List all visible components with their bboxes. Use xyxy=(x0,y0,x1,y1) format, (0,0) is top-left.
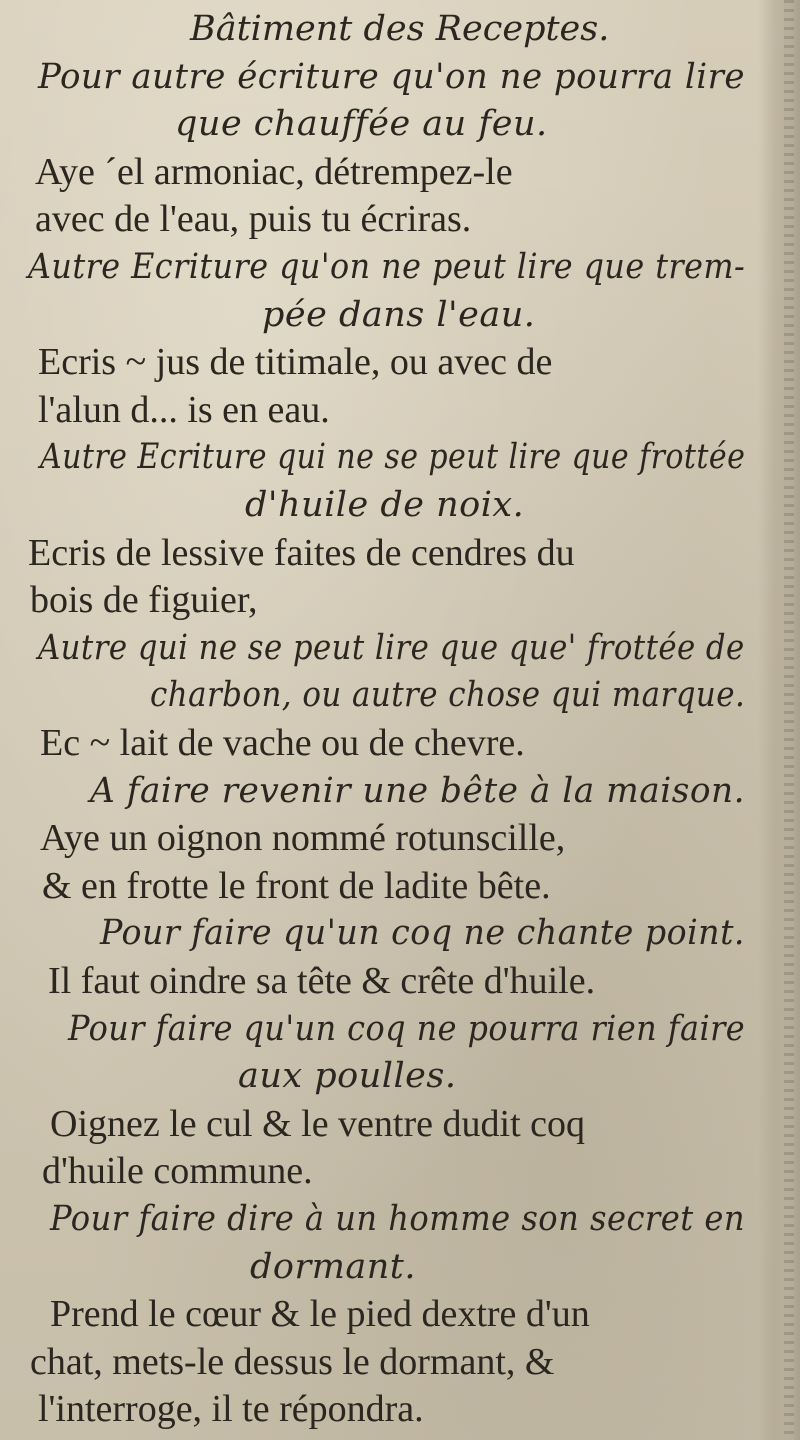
heading-line: Autre Ecriture qui ne se peut lire que frottée xyxy=(40,437,746,478)
heading-line: Autre Ecriture qu'on ne peut lire que trem- xyxy=(28,247,746,287)
text-line: Ec ~ lait de vache ou de chevre. xyxy=(40,722,525,764)
heading-line: pée dans l'eau. xyxy=(262,294,536,335)
heading-line: que chauffée au feu. xyxy=(175,104,548,145)
heading-line: Pour faire qu'un coq ne chante point. xyxy=(100,913,745,954)
text-line: avec de l'eau, puis tu écriras. xyxy=(35,198,472,241)
heading-line: dormant. xyxy=(250,1246,416,1287)
heading-line: Pour autre écriture qu'on ne pourra lire xyxy=(38,56,745,97)
text-line: d'huile commune. xyxy=(42,1150,313,1193)
text-line: & en frotte le front de ladite bête. xyxy=(42,864,551,907)
heading-line: d'huile de noix. xyxy=(245,485,525,525)
text-line: bois de figuier, xyxy=(30,579,258,622)
heading-line: A faire revenir une bête à la maison. xyxy=(90,770,746,811)
text-line: Aye un oignon nommé rotunscille, xyxy=(40,817,566,860)
text-line: Ecris ~ jus de titimale, ou avec de xyxy=(38,341,553,384)
running-head: Bâtiment des Receptes. xyxy=(190,9,610,49)
adjacent-pages xyxy=(784,0,794,1440)
heading-line: aux poulles. xyxy=(238,1056,457,1097)
heading-line: charbon, ou autre chose qui marque. xyxy=(150,675,746,716)
heading-line: Pour faire qu'un coq ne pourra rien faire xyxy=(68,1008,746,1049)
text-line: l'interroge, il te répondra. xyxy=(38,1388,424,1431)
text-line: Oignez le cul & le ventre dudit coq xyxy=(50,1102,585,1145)
heading-line: Pour faire dire à un homme son secret en xyxy=(50,1199,745,1239)
heading-line: Autre qui ne se peut lire que que' frottée de xyxy=(38,627,745,668)
text-line: Il faut oindre sa tête & crête d'huile. xyxy=(48,960,596,1002)
text-line: l'alun d... is en eau. xyxy=(38,388,330,431)
text-line: Prend le cœur & le pied dextre d'un xyxy=(50,1293,590,1336)
text-line: Ecris de lessive faites de cendres du xyxy=(28,531,575,574)
text-line: chat, mets-le dessus le dormant, & xyxy=(30,1340,555,1383)
text-line: Aye ´el armoniac, détrempez-le xyxy=(35,150,513,193)
